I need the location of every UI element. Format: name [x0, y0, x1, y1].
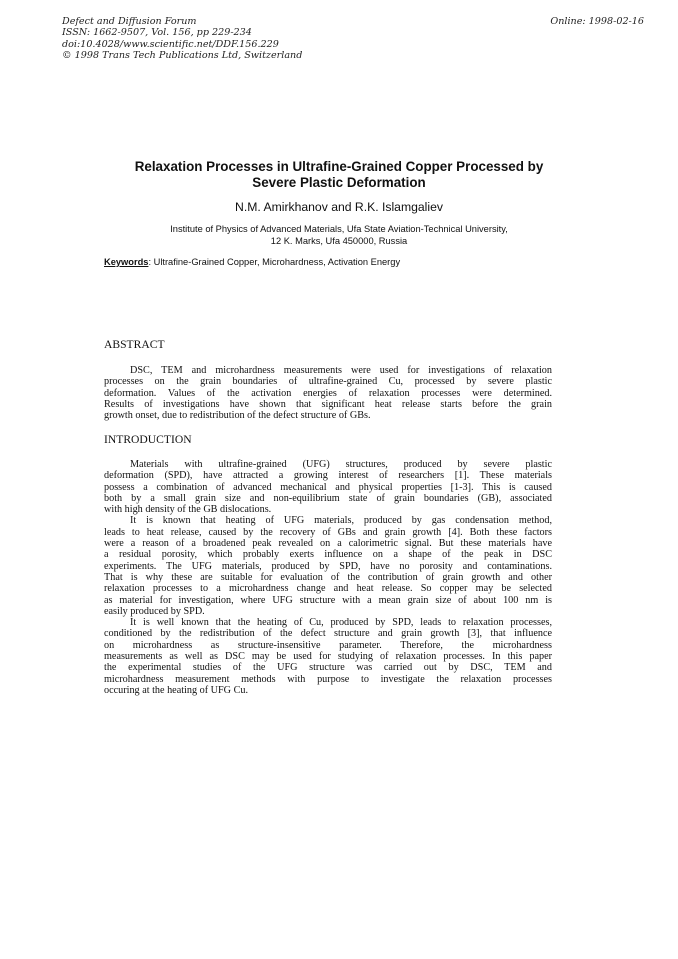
- journal-doi[interactable]: doi:10.4028/www.scientific.net/DDF.156.229: [62, 38, 279, 50]
- paper-title: [100, 159, 578, 191]
- journal-header: [62, 16, 302, 61]
- text-line: relaxation processes to a microhardness change and heat release. So copper may be selected: [104, 583, 552, 595]
- journal-name: Defect and Diffusion Forum: [62, 16, 197, 27]
- text-line: That is why these are suitable for evaluation of the contribution of grain growth and other: [104, 571, 552, 583]
- text-line: deformation. Values of the activation energies of relaxation processes were determined.: [104, 387, 552, 399]
- text-line: experiments. The UFG materials, produced by SPD, have no porosity and contaminations.: [104, 560, 552, 572]
- keywords-text: : Ultrafine-Grained Copper, Microhardness, Activation Energy: [148, 257, 401, 267]
- text-line: processes on the grain boundaries of ultrafine-grained Cu, processed by severe plastic: [104, 376, 552, 388]
- text-line: leads to heat release, caused by the recovery of GBs and grain growth [4]. Both these factors: [104, 526, 552, 538]
- paper-authors: N.M. Amirkhanov and R.K. Islamgaliev: [235, 200, 443, 214]
- text-line: occuring at the heating of UFG Cu.: [104, 684, 249, 696]
- abstract-heading: ABSTRACT: [104, 338, 165, 351]
- text-line: DSC, TEM and microhardness measurements were used for investigations of relaxation: [130, 365, 552, 376]
- paper-affiliation: [100, 223, 578, 247]
- text-line: as material for investigation, where UFG structure with a mean grain size of about 100 nm is: [104, 594, 552, 606]
- text-line: both by a small grain size and non-equilibrium state of grain boundaries (GB), associated: [104, 492, 552, 504]
- text-line: possess a combination of advanced mechanical and physical properties [1-3]. This is caused: [104, 481, 552, 493]
- text-line: were a reason of a broadened peak revealed on a calorimetric signal. But these materials have: [104, 538, 552, 550]
- text-line: conditioned by the redistribution of the defect structure and grain growth [3], that influence: [104, 628, 552, 640]
- text-line: a residual porosity, which probably exerts influence on a shape of the peak in DSC: [104, 549, 552, 561]
- journal-issn: ISSN: 1662-9507, Vol. 156, pp 229-234: [62, 27, 252, 39]
- keywords-label: Keywords: [104, 257, 149, 267]
- affiliation-line: 12 K. Marks, Ufa 450000, Russia: [270, 236, 408, 246]
- keywords: [104, 256, 400, 268]
- text-line: Results of investigations have shown that significant heat release starts before the grain: [104, 398, 552, 410]
- journal-copyright: © 1998 Trans Tech Publications Ltd, Switzerland: [62, 49, 303, 61]
- text-line: with high density of the GB dislocations.: [104, 504, 272, 516]
- introduction-heading: INTRODUCTION: [104, 433, 192, 446]
- text-line: It is known that heating of UFG materials, produced by gas condensation method,: [130, 515, 552, 527]
- introduction-body: [104, 459, 552, 696]
- text-line: easily produced by SPD.: [104, 605, 205, 617]
- text-line: microhardness measurement methods with purpose to investigate the relaxation processes: [104, 673, 552, 685]
- affiliation-line: Institute of Physics of Advanced Materials, Ufa State Aviation-Technical University,: [170, 224, 508, 234]
- paper-title-line: Severe Plastic Deformation: [252, 175, 426, 190]
- text-line: the experimental studies of the UFG structure was carried out by DSC, TEM and: [104, 662, 552, 674]
- text-line: growth onset, due to redistribution of the defect structure of GBs.: [104, 410, 371, 422]
- text-line: It is well known that the heating of Cu, produced by SPD, leads to relaxation processes,: [130, 617, 552, 629]
- online-date: Online: 1998-02-16: [550, 16, 644, 27]
- abstract-body: [104, 365, 552, 421]
- text-line: measurements as well as DSC may be used for studying of relaxation processes. In this paper: [104, 651, 552, 663]
- text-line: deformation (SPD), have attracted a growing interest of researchers [1]. These materials: [104, 470, 552, 482]
- paper-title-line: Relaxation Processes in Ultrafine-Grained Copper Processed by: [134, 159, 544, 174]
- text-line: on microhardness as structure-insensitive parameter. Therefore, the microhardness: [104, 639, 552, 651]
- text-line: Materials with ultrafine-grained (UFG) structures, produced by severe plastic: [130, 459, 552, 470]
